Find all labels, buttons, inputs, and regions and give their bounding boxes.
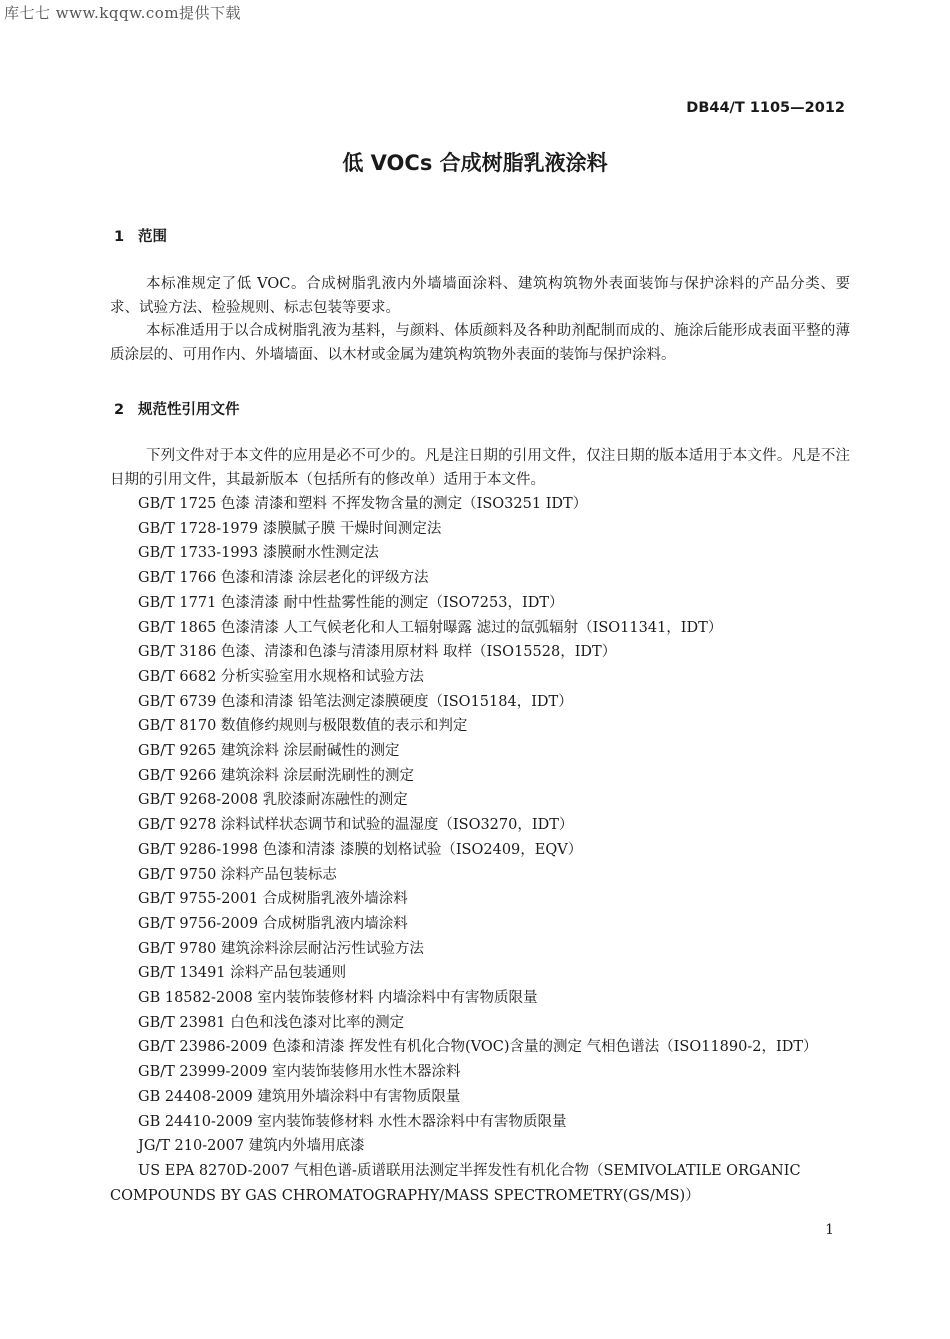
reference-item-continuation: COMPOUNDS BY GAS CHROMATOGRAPHY/MASS SPECTROMETRY(GS/MS)） bbox=[110, 1187, 700, 1204]
section-2-title: 规范性引用文件 bbox=[138, 402, 240, 418]
reference-item: GB/T 23999-2009 室内装饰装修用水性木器涂料 bbox=[138, 1064, 461, 1081]
reference-item: GB/T 9266 建筑涂料 涂层耐洗刷性的测定 bbox=[138, 767, 415, 784]
section-1-number: 1 bbox=[114, 229, 125, 245]
document-title: 低 VOCs 合成树脂乳液涂料 bbox=[342, 151, 608, 175]
reference-item: GB/T 9780 建筑涂料涂层耐沾污性试验方法 bbox=[138, 940, 424, 957]
reference-item: GB/T 23981 白色和浅色漆对比率的测定 bbox=[138, 1014, 405, 1031]
reference-item: GB/T 13491 涂料产品包装通则 bbox=[138, 965, 347, 982]
reference-item: GB/T 1771 色漆清漆 耐中性盐雾性能的测定（ISO7253，IDT） bbox=[138, 594, 564, 611]
reference-item: GB/T 8170 数值修约规则与极限数值的表示和判定 bbox=[138, 718, 468, 735]
reference-item: GB/T 9750 涂料产品包装标志 bbox=[138, 866, 337, 883]
section-1-paragraph-1: 本标准规定了低 VOC。合成树脂乳液内外墙墙面涂料、建筑构筑物外表面装饰与保护涂料的产品分类、要求、试验方法、检验规则、标志包装等要求。 bbox=[110, 276, 850, 316]
reference-item: GB/T 1766 色漆和清漆 涂层老化的评级方法 bbox=[138, 570, 429, 587]
section-1-heading bbox=[114, 225, 167, 246]
reference-item: GB 24410-2009 室内装饰装修材料 水性木器涂料中有害物质限量 bbox=[138, 1113, 567, 1130]
reference-item: GB/T 9265 建筑涂料 涂层耐碱性的测定 bbox=[138, 743, 400, 759]
reference-item: GB/T 1865 色漆清漆 人工气候老化和人工辐射曝露 滤过的氙弧辐射（ISO11341，IDT） bbox=[138, 619, 723, 636]
reference-item: GB/T 9756-2009 合成树脂乳液内墙涂料 bbox=[138, 915, 408, 932]
reference-item: GB/T 23986-2009 色漆和清漆 挥发性有机化合物(VOC)含量的测定 气相色谱法（ISO11890-2，IDT） bbox=[138, 1039, 818, 1056]
reference-item: GB/T 6682 分析实验室用水规格和试验方法 bbox=[138, 668, 424, 685]
reference-item: GB 18582-2008 室内装饰装修材料 内墙涂料中有害物质限量 bbox=[138, 990, 538, 1006]
standard-number: DB44/T 1105—2012 bbox=[686, 100, 845, 116]
section-1-title: 范围 bbox=[138, 229, 167, 245]
section-1-paragraph-2: 本标准适用于以合成树脂乳液为基料，与颜料、体质颜料及各种助剂配制而成的、施涂后能形成表面平整的薄质涂层的、可用作内、外墙墙面、以木材或金属为建筑构筑物外表面的装饰与保护涂料。 bbox=[110, 323, 850, 363]
reference-item: JG/T 210-2007 建筑内外墙用底漆 bbox=[138, 1138, 365, 1155]
section-2-intro: 下列文件对于本文件的应用是必不可少的。凡是注日期的引用文件，仅注日期的版本适用于本文件。凡是不注日期的引用文件，其最新版本（包括所有的修改单）适用于本文件。 bbox=[110, 448, 850, 488]
reference-item: GB/T 9278 涂料试样状态调节和试验的温湿度（ISO3270，IDT） bbox=[138, 817, 574, 834]
reference-item: US EPA 8270D-2007 气相色谱-质谱联用法测定半挥发性有机化合物（SEMIVOLATILE ORGANIC bbox=[138, 1162, 801, 1179]
reference-item: GB/T 3186 色漆、清漆和色漆与清漆用原材料 取样（ISO15528，IDT） bbox=[138, 644, 617, 661]
reference-item: GB/T 9268-2008 乳胶漆耐冻融性的测定 bbox=[138, 792, 408, 809]
reference-item: GB/T 9755-2001 合成树脂乳液外墙涂料 bbox=[138, 891, 408, 908]
page-number: 1 bbox=[825, 1222, 834, 1238]
reference-item: GB/T 1733-1993 漆膜耐水性测定法 bbox=[138, 545, 379, 562]
section-2-heading bbox=[114, 398, 240, 419]
watermark-text: 库七七 www.kqqw.com提供下载 bbox=[4, 4, 242, 22]
reference-item: GB/T 9286-1998 色漆和清漆 漆膜的划格试验（ISO2409，EQV） bbox=[138, 841, 583, 858]
reference-item: GB/T 6739 色漆和清漆 铅笔法测定漆膜硬度（ISO15184，IDT） bbox=[138, 693, 573, 710]
reference-item: GB/T 1725 色漆 清漆和塑料 不挥发物含量的测定（ISO3251 IDT） bbox=[138, 496, 588, 512]
reference-item: GB 24408-2009 建筑用外墙涂料中有害物质限量 bbox=[138, 1088, 461, 1105]
section-2-number: 2 bbox=[114, 402, 125, 418]
reference-item: GB/T 1728-1979 漆膜腻子膜 干燥时间测定法 bbox=[138, 520, 442, 537]
